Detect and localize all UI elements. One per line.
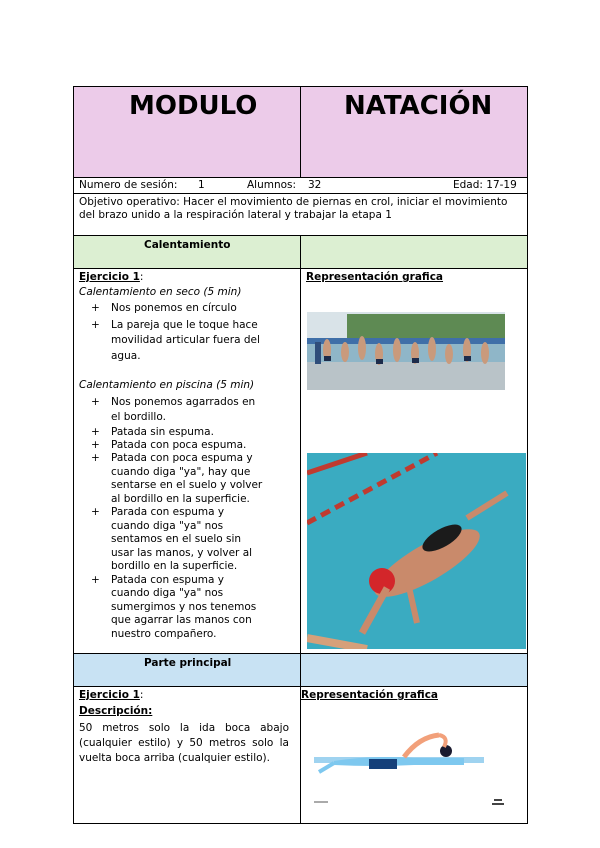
warmup-group-photo (307, 312, 505, 390)
bullet-plus-icon: + (91, 396, 100, 408)
session-sheet (73, 86, 528, 824)
list-item: + Patada con poca espuma y cuando diga "ya", hay que sentarse en el suelo y volver al bordillo en la superficie. (91, 452, 263, 505)
list-item: + Patada sin espuma. (91, 426, 214, 438)
column-divider (300, 236, 301, 823)
objective-row (74, 194, 527, 236)
bullet-plus-icon: + (91, 439, 100, 451)
main-title: Parte principal (144, 657, 232, 669)
session-value: 1 (198, 179, 205, 191)
bullet-plus-icon: + (91, 318, 100, 331)
description-text: 50 metros solo la ida boca abajo (cualquier estilo) y 50 metros solo la vuelta boca arriba (cualquier estilo). (79, 722, 289, 764)
freestyle-swimmer-illustration (314, 727, 514, 817)
column-divider (300, 87, 301, 178)
main-graphic-label: Representación grafica (301, 689, 439, 701)
list-item: + Nos ponemos en círculo (91, 302, 237, 314)
main-exercise-label: Ejercicio 1 (79, 689, 140, 701)
swimmer-pool-photo (307, 453, 526, 649)
pool-warmup-title: Calentamiento en piscina (5 min) (79, 379, 255, 391)
age-range: Edad: 17-19 (453, 179, 517, 191)
list-item: + Parada con espuma y cuando diga "ya" nos sentamos en el suelo sin usar las manos, y volver al bordillo en la superficie. (91, 506, 253, 572)
students-label: Alumnos: (247, 179, 297, 191)
list-item: + Patada con espuma y cuando diga "ya" nos sumergimos y nos tenemos que agarrar las manos con nuestro compañero. (91, 573, 257, 640)
warmup-title: Calentamiento (144, 239, 231, 251)
subject-title: NATACIÓN (344, 91, 493, 121)
objective-text: Objetivo operativo: Hacer el movimiento de piernas en crol, iniciar el movimiento del brazo unido a la respiración lateral y trabajar la etapa 1 (79, 196, 508, 221)
info-row (74, 178, 527, 194)
list-item: + Nos ponemos agarrados en el bordillo. (91, 396, 256, 423)
bullet-plus-icon: + (91, 452, 100, 464)
main-exercise-colon: : (139, 689, 144, 701)
description-label: Descripción: (79, 705, 153, 717)
dry-warmup-list (79, 301, 263, 364)
session-label: Numero de sesión: (79, 179, 178, 191)
warmup-exercise-colon: : (139, 271, 144, 283)
list-item: + Patada con poca espuma. (91, 439, 247, 451)
warmup-exercise-label: Ejercicio 1 (79, 271, 140, 283)
module-title: MODULO (129, 91, 258, 121)
students-value: 32 (308, 179, 322, 191)
dry-warmup-title: Calentamiento en seco (5 min) (79, 286, 242, 298)
main-exercise-heading (79, 689, 143, 702)
bullet-plus-icon: + (91, 573, 100, 586)
warmup-graphic-label: Representación grafica (306, 271, 444, 283)
list-item: + La pareja que le toque hace movilidad articular fuera del agua. (91, 318, 260, 362)
warmup-exercise-heading (79, 271, 143, 284)
bullet-plus-icon: + (91, 506, 100, 518)
bullet-plus-icon: + (91, 302, 100, 314)
bullet-plus-icon: + (91, 426, 100, 438)
pool-warmup-list (79, 395, 263, 641)
